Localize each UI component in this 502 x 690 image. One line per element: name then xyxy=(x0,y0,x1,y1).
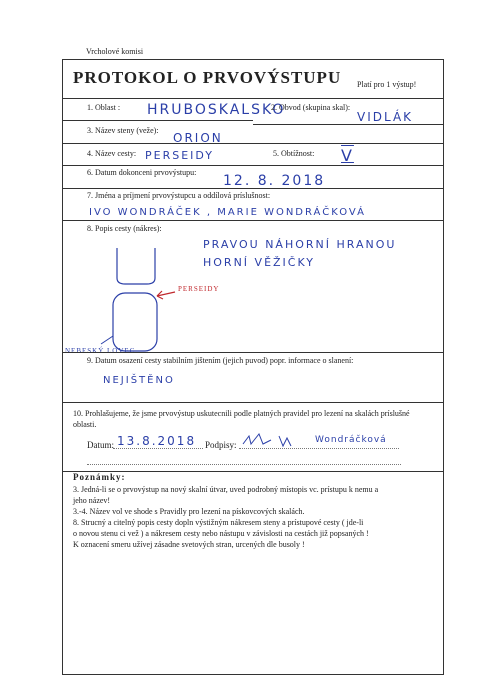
declaration: 10. Prohlašujeme, že jsme prvovýstup uskutecnili podle platných pravidel pro lezení na skalách príslušné oblasti. xyxy=(73,409,410,429)
desc-line-1: PRAVOU NÁHORNÍ HRANOU xyxy=(203,238,397,251)
district-label: 2. Obvod (skupina skal): xyxy=(271,103,351,112)
date-value: 12. 8. 2018 xyxy=(223,173,326,189)
sign-date-value: 13.8.2018 xyxy=(117,434,197,448)
names-value: IVO WONDRÁČEK , MARIE WONDRÁČKOVÁ xyxy=(89,207,366,218)
area-value: HRUBOSKALSKO xyxy=(147,102,286,118)
difficulty-value: V xyxy=(341,146,354,165)
validity-note: Platí pro 1 výstup! xyxy=(357,80,417,89)
protection-label: 9. Datum osazení cesty stabilním jištením (jejich puvod) popr. informace o slanení: xyxy=(87,356,354,365)
notes-list xyxy=(73,484,443,550)
note-line: o novou stenu ci vež ) a nákresem cesty nebo nástupu v závislosti na cestách již popsaných ! xyxy=(73,529,369,538)
sign-date-label: Datum: xyxy=(87,440,114,450)
sign-label: Podpisy: xyxy=(205,440,237,450)
area-label: 1. Oblast : xyxy=(87,103,121,112)
route-value: PERSEIDY xyxy=(145,149,214,162)
note-line: K oznacení smeru užívej zásadne svetových stran, urcených dle busoly ! xyxy=(73,540,305,549)
protection-value: NEJIŠTĚNO xyxy=(103,375,175,386)
signature-value: Wondráčková xyxy=(315,435,387,445)
district-value: VIDLÁK xyxy=(357,110,414,124)
note-line: jeho název! xyxy=(73,496,111,505)
wall-value: ORION xyxy=(173,131,223,145)
date-label: 6. Datum dokonceni prvovýstupu: xyxy=(87,168,197,177)
desc-label: 8. Popis cesty (nákres): xyxy=(87,224,162,233)
difficulty-label: 5. Obtížnost: xyxy=(273,149,315,158)
note-line: 3.-4. Název vol ve shode s Pravidly pro lezení na pískovcových skalách. xyxy=(73,507,305,516)
page-title: PROTOKOL O PRVOVÝSTUPU xyxy=(73,68,342,87)
sketch-label-other: NEBESKÝ LOVEC xyxy=(65,347,136,355)
names-label: 7. Jména a príjmení prvovýstupcu a oddílová príslušnost: xyxy=(87,191,271,200)
notes-title: Poznámky: xyxy=(73,472,126,482)
committee-label: Vrcholové komisi xyxy=(86,47,144,56)
route-sketch xyxy=(93,240,223,360)
wall-label: 3. Název steny (veže): xyxy=(87,126,159,135)
note-line: 8. Strucný a citelný popis cesty dopln výstižným nákresem steny a prístupové cesty ( jde-li xyxy=(73,518,364,527)
protocol-form xyxy=(62,59,444,675)
note-line: 3. Jedná-li se o prvovýstup na nový skalní útvar, uved podrobný místopis vc. prístupu k nemu a xyxy=(73,485,379,494)
route-label: 4. Název cesty: xyxy=(87,149,137,158)
sketch-label-route: PERSEIDY xyxy=(178,285,220,293)
desc-line-2: HORNÍ VĚŽIČKY xyxy=(203,256,316,269)
